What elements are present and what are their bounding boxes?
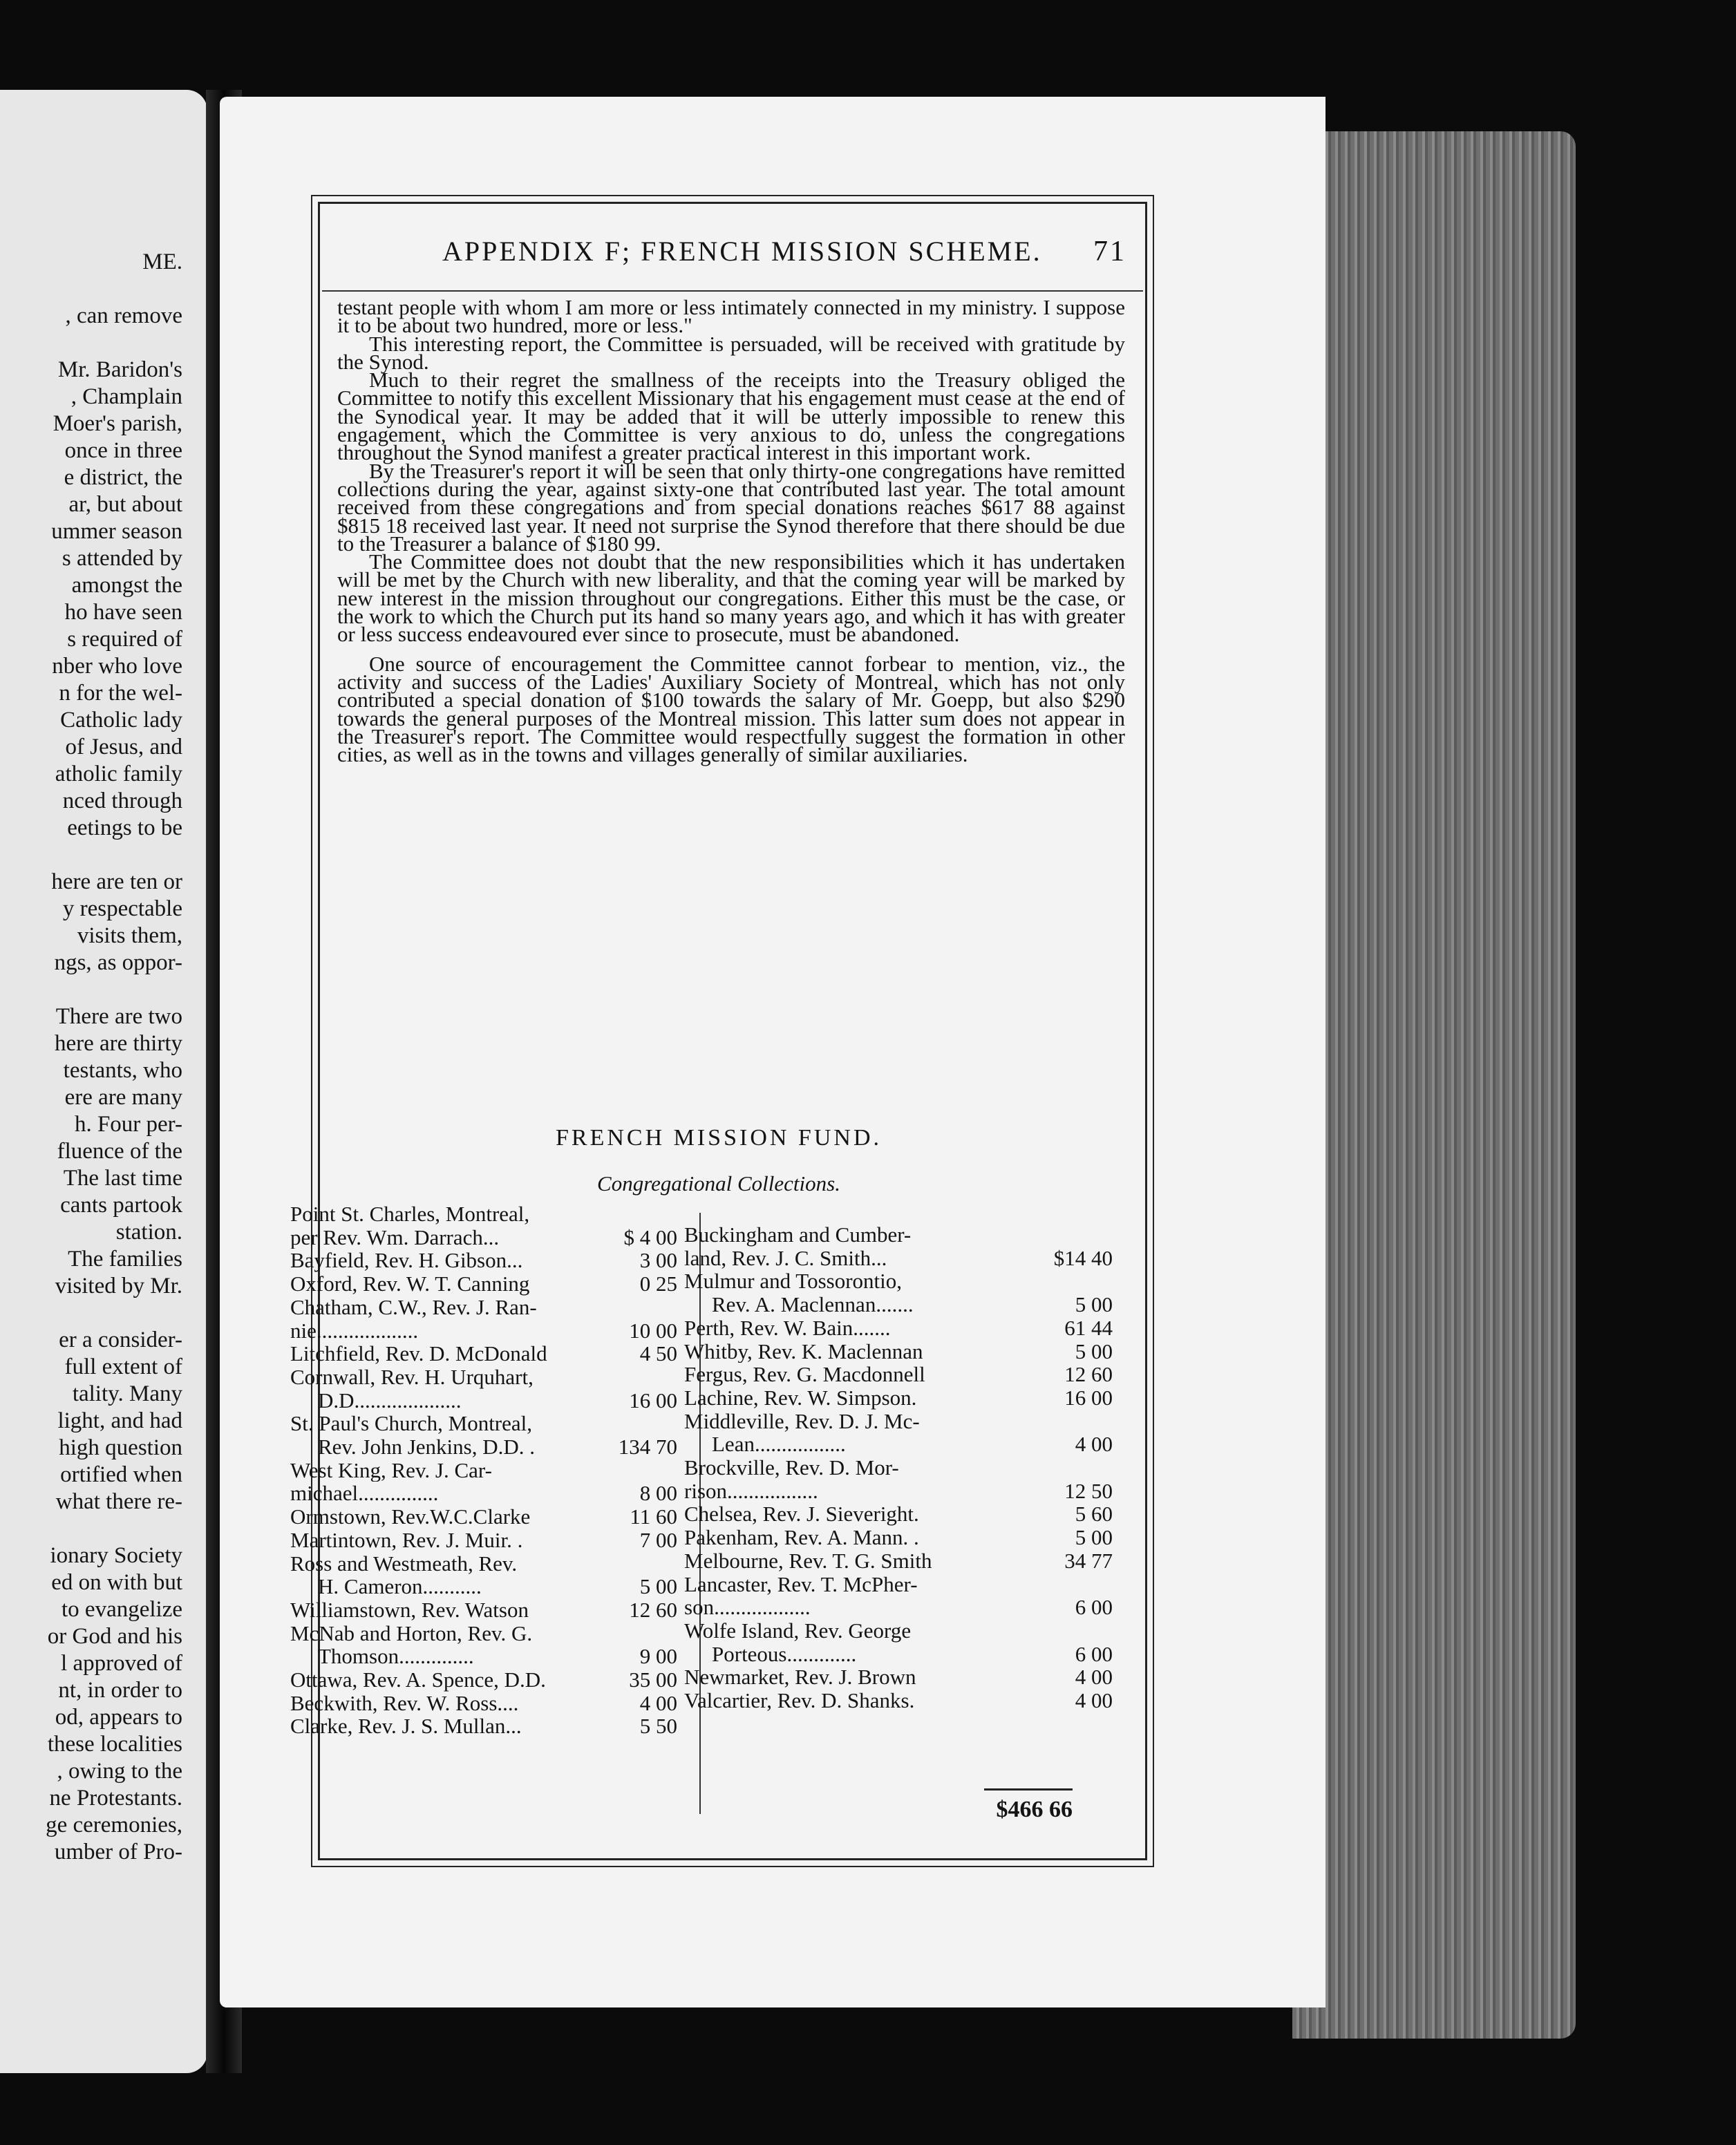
collection-entry [684,1643,1113,1666]
collection-entry [290,1714,677,1738]
collection-entry [290,1622,677,1645]
left-page-line: ge ceremonies, [46,1813,182,1837]
entry-amount: 4 00 [639,1690,677,1715]
left-page-line: of Jesus, and [65,735,182,759]
paragraph: One source of encouragement the Committee cannot forbear to mention, viz., the activity and success of the Ladies' Auxiliary Society of Montreal, which has not only contributed a special donation of $100 towards the salary of Mr. Goepp, but also $290 towards the general purposes of the Montreal mission. This latter sum does not appear in the Treasurer's report. The Committee would respectfully suggest the formation in other cities, as well as in the towns and villages generally of similar auxiliaries. [337,651,1125,767]
collection-entry [684,1665,1113,1689]
entry-name: Litchfield, Rev. D. McDonald [290,1342,547,1366]
collection-entry [684,1247,1113,1270]
entry-amount: 4 00 [1075,1665,1113,1690]
entry-name: son.................. [684,1596,811,1619]
entry-amount: $14 40 [1053,1245,1113,1270]
entry-name: H. Cameron........... [318,1575,482,1598]
left-page-line: tality. Many [72,1381,182,1406]
collection-entry [684,1689,1113,1712]
left-page-line: here are thirty [54,1031,182,1056]
entry-amount: 5 50 [639,1714,677,1739]
left-page-line: or God and his [47,1624,182,1649]
entry-name: Bayfield, Rev. H. Gibson... [290,1249,523,1273]
left-page-line: ar, but about [68,492,182,517]
left-page-line: Mr. Baridon's [57,357,182,382]
collection-entry [684,1433,1113,1456]
entry-amount: 4 00 [1075,1432,1113,1457]
report-body [337,295,1125,767]
collection-entry [290,1389,677,1412]
left-page-line: , owing to the [57,1759,182,1784]
collection-entry [290,1459,677,1482]
running-head [442,235,1126,276]
left-page-line [0,1300,182,1327]
entry-amount: 10 00 [629,1318,677,1343]
entry-name: Ottawa, Rev. A. Spence, D.D. [290,1668,546,1692]
left-page-line: umber of Pro- [54,1840,182,1864]
collection-entry [290,1552,677,1576]
entry-amount: 12 50 [1064,1478,1113,1503]
entry-amount: 5 00 [1075,1339,1113,1363]
page-edges [1292,131,1576,2039]
left-page-line: Catholic lady [60,708,182,733]
collection-entry [684,1456,1113,1480]
entry-name: St. Paul's Church, Montreal, [290,1412,533,1436]
entry-name: D.D.................... [318,1388,462,1412]
entry-name: michael............... [290,1482,439,1506]
entry-amount: 7 00 [639,1527,677,1552]
entry-name: Thomson.............. [318,1645,474,1669]
entry-name: Whitby, Rev. K. Maclennan [684,1339,923,1363]
entry-amount: 16 00 [1064,1385,1113,1410]
paragraph: This interesting report, the Committee is persuaded, will be received with gratitude by the Synod. [337,331,1125,374]
collection-entry [684,1526,1113,1549]
paragraph: testant people with whom I am more or less intimately connected in my ministry. I suppose it to be about two hundred, more or less." [337,295,1125,338]
left-page-text [0,249,182,1866]
entry-name: Buckingham and Cumber- [684,1223,912,1247]
left-page-line: e district, the [64,465,182,490]
entry-amount: $ 4 00 [623,1225,677,1249]
entry-name: Point St. Charles, Montreal, [290,1202,530,1226]
left-page-line: cants partook [60,1193,182,1218]
left-page-line [0,976,182,1003]
left-page-line: s attended by [62,546,182,571]
entry-name: Ross and Westmeath, Rev. [290,1551,518,1576]
left-page-line: visited by Mr. [55,1274,182,1298]
entry-name: West King, Rev. J. Car- [290,1458,492,1482]
fund-title: FRENCH MISSION FUND. [555,1125,882,1151]
left-page-line: once in three [64,438,182,463]
entry-name: Valcartier, Rev. D. Shanks. [684,1689,915,1712]
left-page-line: y respectable [62,896,182,921]
entry-name: Beckwith, Rev. W. Ross.... [290,1691,519,1715]
left-page [0,90,207,2073]
page-title: APPENDIX F; FRENCH MISSION SCHEME. [442,236,1042,267]
left-page-line: od, appears to [55,1705,182,1730]
left-page-line: atholic family [55,762,182,786]
entry-name: Rev. John Jenkins, D.D. . [318,1435,536,1459]
collection-entry [290,1296,677,1319]
left-page-line: testants, who [63,1058,182,1083]
collection-entry [290,1272,677,1296]
left-page-line: er a consider- [59,1327,182,1352]
collection-entry [684,1363,1113,1386]
left-page-line: l approved of [61,1651,182,1676]
left-page-line: visits them, [77,923,182,948]
entry-amount: 12 60 [1064,1362,1113,1387]
collection-entry [290,1529,677,1552]
collection-entry [684,1340,1113,1363]
entry-name: per Rev. Wm. Darrach... [290,1225,500,1249]
entry-name: Chatham, C.W., Rev. J. Ran- [290,1295,537,1319]
entry-amount: 3 00 [639,1248,677,1273]
entry-amount: 4 50 [639,1341,677,1366]
left-page-line: The last time [63,1166,182,1191]
collection-entry [684,1480,1113,1503]
left-page-line: ME. [142,249,182,274]
left-page-line: Moer's parish, [53,411,182,436]
left-page-line: h. Four per- [74,1112,182,1137]
entry-name: Fergus, Rev. G. Macdonnell [684,1363,925,1386]
left-page-line: , Champlain [70,384,182,409]
entry-name: Rev. A. Maclennan....... [712,1293,914,1316]
left-page-line: The families [68,1247,182,1272]
left-page-line: nber who love [52,654,182,679]
entry-amount: 61 44 [1064,1315,1113,1340]
collection-entry [290,1598,677,1622]
collections-total: $466 66 [996,1797,1073,1822]
entry-amount: 35 00 [629,1667,677,1692]
entry-amount: 5 00 [1075,1525,1113,1550]
collection-entry [290,1342,677,1366]
collection-entry [684,1269,1113,1293]
left-page-line: ere are many [64,1085,182,1110]
left-page-line: s required of [67,627,182,652]
collection-entry [290,1202,677,1226]
entry-amount: 16 00 [629,1388,677,1412]
entry-name: Cornwall, Rev. H. Urquhart, [290,1365,534,1389]
left-page-line [0,276,182,303]
collection-entry [290,1575,677,1598]
left-page-line: nced through [62,788,182,813]
left-page-line: to evangelize [62,1597,182,1622]
left-page-line: eetings to be [67,815,182,840]
collection-entry [684,1386,1113,1410]
left-page-line: these localities [47,1732,182,1757]
collection-entry [684,1293,1113,1316]
left-page-line: ed on with but [51,1570,182,1595]
entry-amount: 6 00 [1075,1641,1113,1666]
entry-name: Martintown, Rev. J. Muir. . [290,1528,523,1552]
left-page-line: nt, in order to [58,1678,182,1703]
entry-amount: 8 00 [639,1481,677,1506]
paragraph: The Committee does not doubt that the new responsibilities which it has undertaken will be met by the Church with new liberality, and that the coming year will be marked by new interest in the mission throughout our congregations. Either this must be the case, or the work to which the Church put its hand so many years ago, and which it has with greater or less success endeavoured ever since to prosecute, must be abandoned. [337,549,1125,647]
left-page-line: amongst the [71,573,182,598]
entry-name: Oxford, Rev. W. T. Canning [290,1272,530,1296]
entry-amount: 4 00 [1075,1688,1113,1713]
left-page-line: n for the wel- [59,681,182,706]
left-page-line [0,330,182,357]
collection-entry [290,1435,677,1459]
entry-amount: 5 60 [1075,1502,1113,1527]
left-page-line: what there re- [55,1489,182,1514]
collection-entry [684,1223,1113,1247]
left-page-line: fluence of the [57,1139,182,1164]
collection-entry [684,1549,1113,1573]
entry-name: Wolfe Island, Rev. George [684,1618,912,1643]
entry-amount: 34 77 [1064,1548,1113,1573]
collection-entry [290,1249,677,1272]
collection-entry [684,1619,1113,1643]
entry-name: Lean................. [712,1433,846,1457]
entry-amount: 5 00 [639,1574,677,1599]
entry-name: Middleville, Rev. D. J. Mc- [684,1409,920,1433]
entry-amount: 134 70 [618,1435,677,1459]
collection-entry [290,1412,677,1435]
paragraph: Much to their regret the smallness of the receipts into the Treasury obliged the Committee to notify this excellent Missionary that his engagement must cease at the end of the Synodical year. It may be added that it will be utterly impossible to renew this engagement, which the Committee is very anxious to do, unless the congregations throughout the Synod manifest a greater practical interest in this important work. [337,368,1125,465]
left-page-line: ummer season [51,519,182,544]
entry-name: Lancaster, Rev. T. McPher- [684,1572,918,1596]
entry-name: Lachine, Rev. W. Simpson. [684,1386,917,1410]
collection-entry [290,1319,677,1343]
entry-amount: 5 00 [1075,1292,1113,1317]
collection-entry [290,1645,677,1668]
collection-entry [684,1573,1113,1596]
left-page-line: There are two [55,1004,182,1029]
entry-name: land, Rev. J. C. Smith... [684,1246,887,1270]
entry-name: rison................. [684,1479,818,1503]
collection-entry [290,1482,677,1505]
entry-name: Chelsea, Rev. J. Sieveright. [684,1502,919,1527]
page-number: 71 [1093,236,1126,267]
entry-amount: 11 60 [630,1504,677,1529]
left-page-line: light, and had [57,1408,182,1433]
entry-amount: 0 25 [639,1272,677,1296]
header-rule [322,290,1143,292]
left-page-line: station. [115,1220,182,1245]
left-page-line [0,842,182,869]
entry-amount: 6 00 [1075,1595,1113,1620]
left-page-line: , can remove [65,303,182,328]
entry-name: Mulmur and Tossorontio, [684,1269,903,1294]
left-page-line: ne Protestants. [49,1786,182,1811]
entry-amount: 12 60 [629,1597,677,1622]
entry-name: Perth, Rev. W. Bain....... [684,1316,891,1340]
entry-name: Williamstown, Rev. Watson [290,1598,529,1622]
collection-entry [290,1226,677,1249]
left-page-line [0,1515,182,1542]
left-page-line: high question [59,1435,182,1460]
entry-name: Melbourne, Rev. T. G. Smith [684,1549,932,1573]
entry-name: Newmarket, Rev. J. Brown [684,1665,916,1690]
collection-entry [290,1505,677,1529]
entry-name: Pakenham, Rev. A. Mann. . [684,1526,919,1549]
entry-name: Brockville, Rev. D. Mor- [684,1456,899,1480]
entry-name: nie................... [290,1319,419,1343]
collection-entry [290,1692,677,1715]
total-rule [984,1788,1073,1790]
left-page-line: ho have seen [64,600,182,625]
left-page-line: here are ten or [51,869,182,894]
collection-entry [684,1502,1113,1526]
collection-entry [290,1668,677,1692]
left-page-line: ortified when [60,1462,182,1487]
fund-subtitle: Congregational Collections. [597,1171,840,1196]
left-page-line: ngs, as oppor- [54,950,182,975]
left-page-line: full extent of [64,1354,182,1379]
collections-left-column [290,1202,677,1738]
entry-name: McNab and Horton, Rev. G. [290,1621,533,1645]
entry-amount: 9 00 [639,1644,677,1669]
collection-entry [684,1596,1113,1619]
entry-name: Clarke, Rev. J. S. Mullan... [290,1714,522,1739]
paragraph: By the Treasurer's report it will be seen that only thirty-one congregations have remitted collections during the year, against sixty-one that contributed last year. The total amount received from these congregations and from special donations reaches $617 88 against $815 18 received last year. It need not surprise the Synod therefore that there should be due to the Treasurer a balance of $180 99. [337,458,1125,556]
left-page-line: ionary Society [50,1543,182,1568]
entry-name: Ormstown, Rev.W.C.Clarke [290,1505,531,1529]
collection-entry [684,1410,1113,1433]
collection-entry [290,1366,677,1389]
entry-name: Porteous............. [712,1642,857,1666]
collection-entry [684,1316,1113,1340]
collections-right-column [684,1223,1113,1712]
